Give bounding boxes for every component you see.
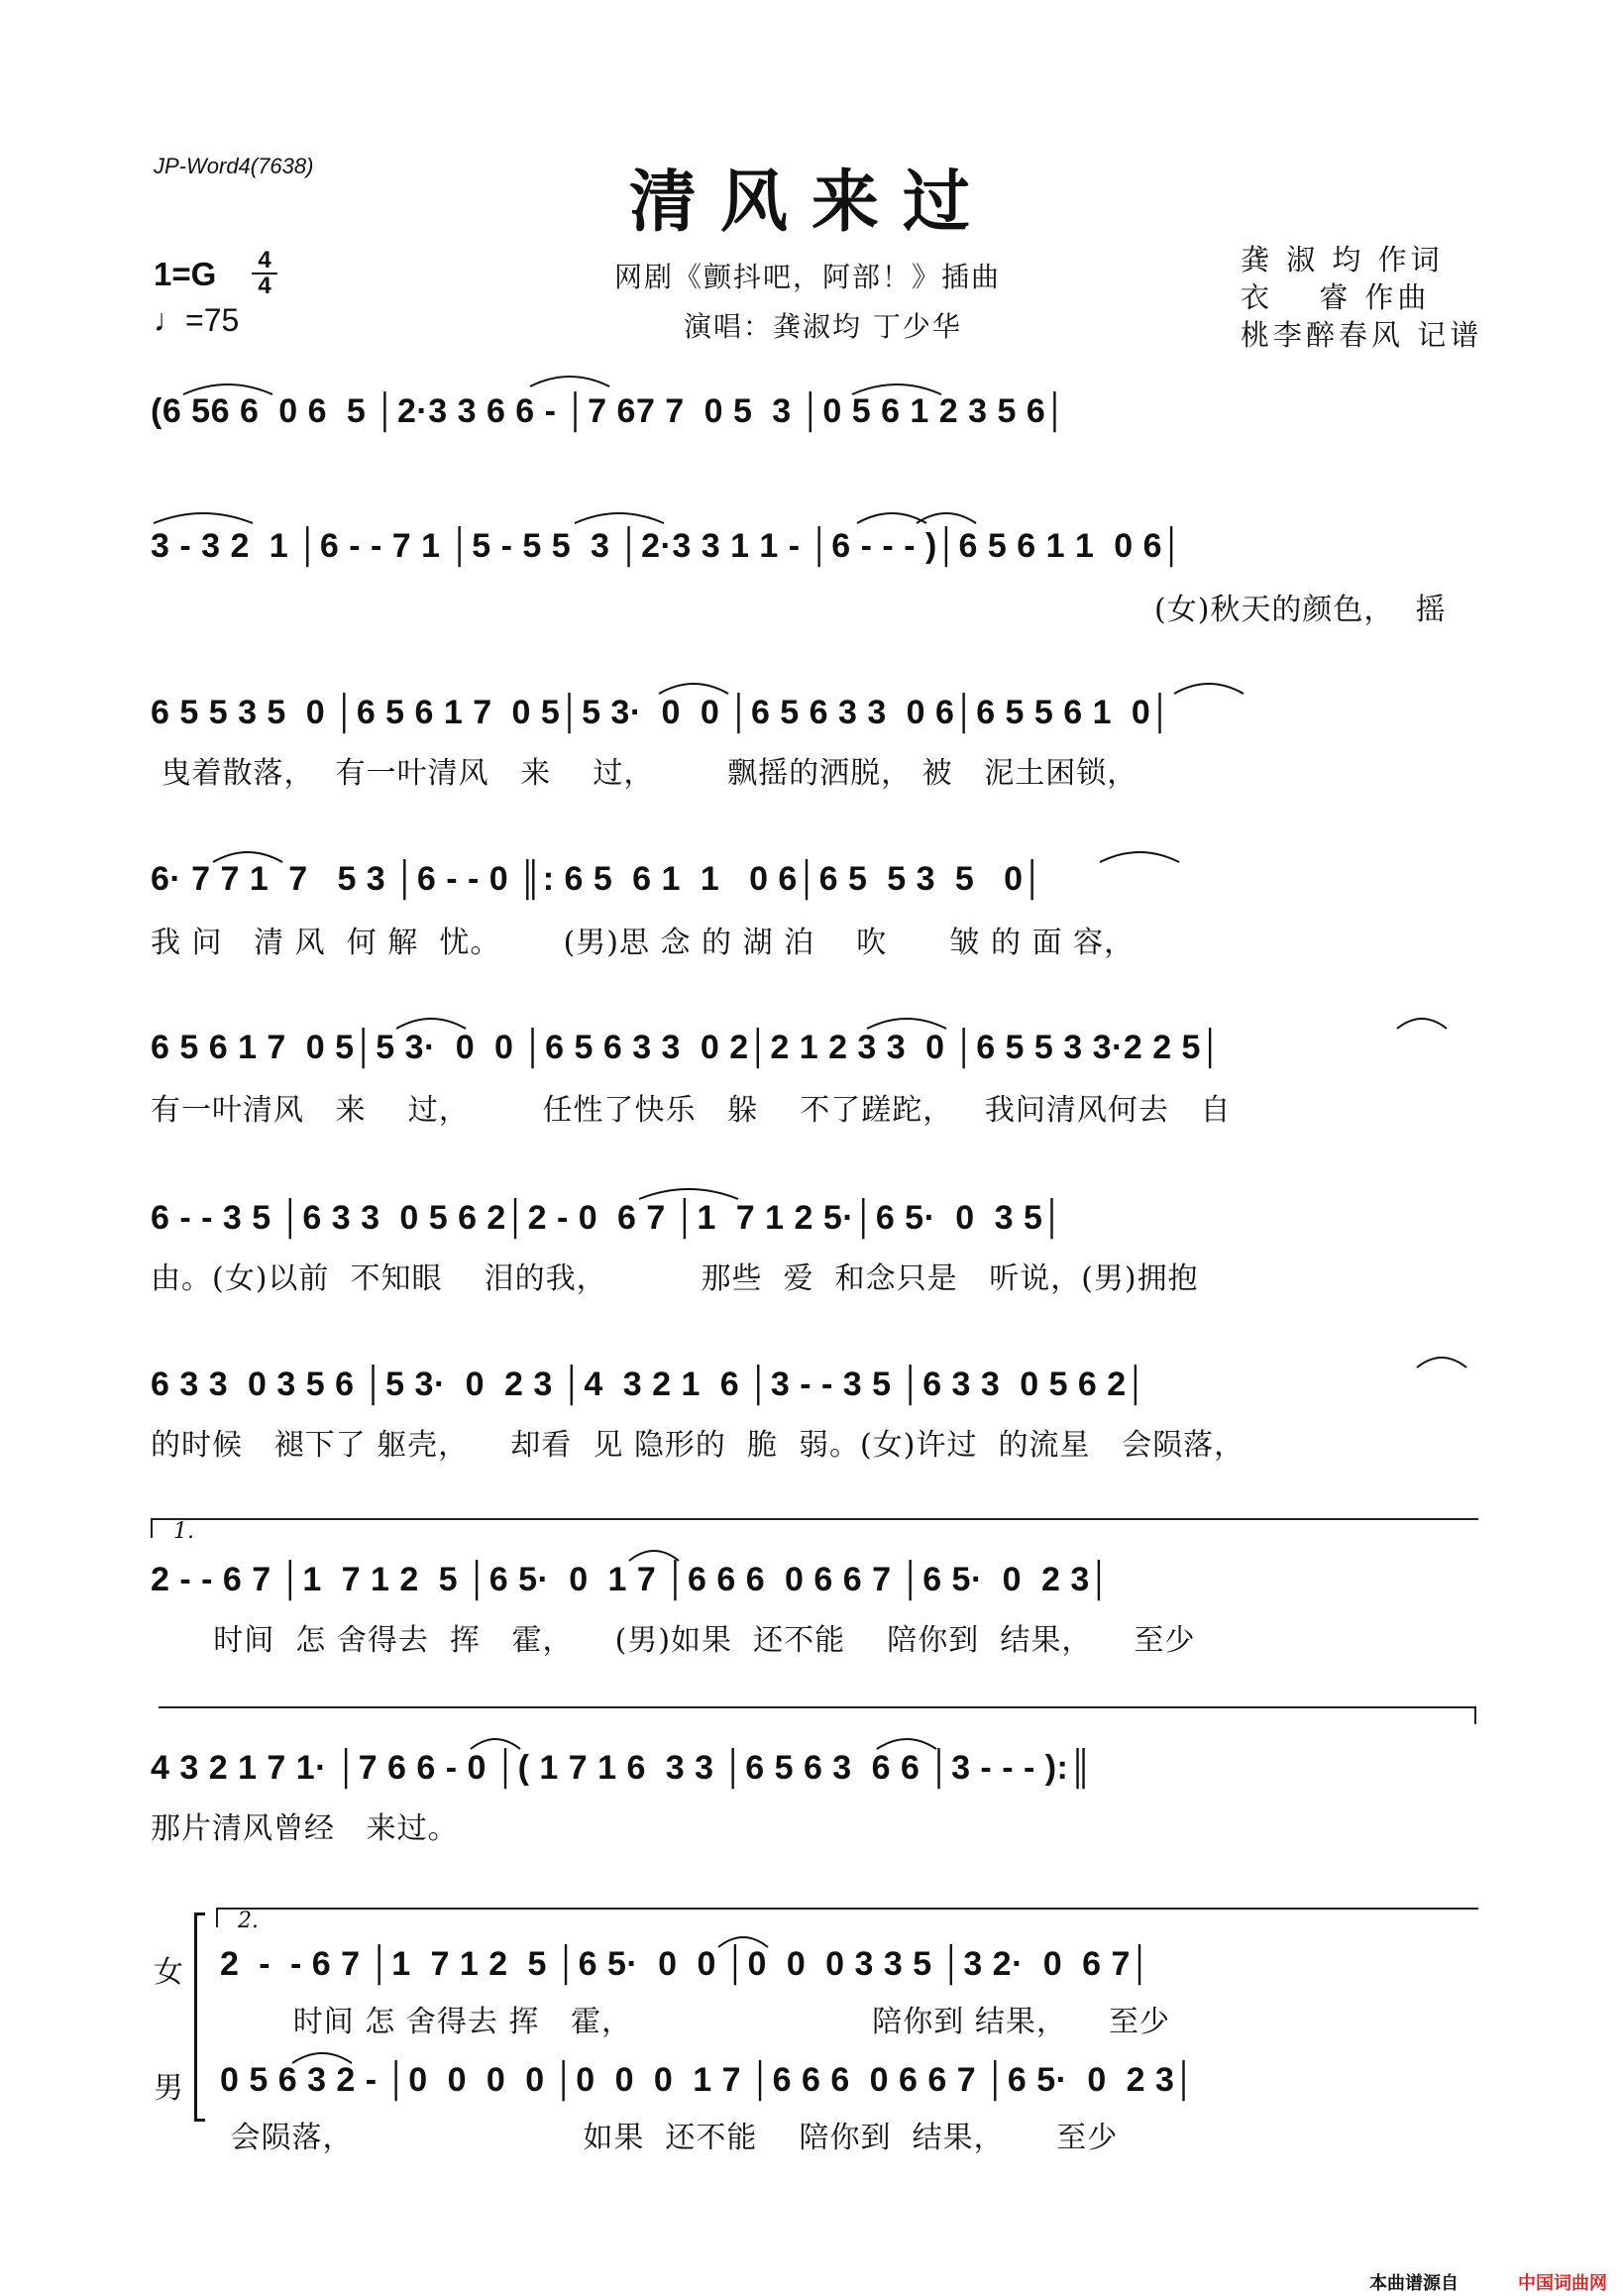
- transcriber-credit: 桃李醉春风 记谱: [1241, 318, 1483, 352]
- male-part-lyrics: 会陨落， 如果 还不能 陪你到 结果， 至少: [220, 2121, 1119, 2155]
- key-signature: 1=G: [154, 256, 217, 292]
- time-signature: [252, 247, 277, 299]
- slur: [178, 375, 277, 398]
- score-line-1-notes: (6 56 6 0 6 5 │2·3 3 6 6 - │7 67 7 0 5 3 │0 5 6 1 2 3 5 6│: [151, 392, 1068, 430]
- score-line-2-lyrics: (女)秋天的颜色， 摇: [1154, 593, 1447, 627]
- song-title: 清风来过: [628, 164, 994, 242]
- score-line-9-lyrics: 那片清风曾经 来过。: [151, 1811, 459, 1846]
- subtitle: 网剧《颤抖吧，阿部！》插曲: [614, 261, 1002, 293]
- slur: [654, 674, 733, 698]
- slur: [287, 2043, 357, 2067]
- volta-number-1: 1.: [173, 1519, 194, 1544]
- slur: [466, 1729, 525, 1753]
- time-signature-bottom: 4: [258, 273, 271, 299]
- female-part-lyrics: 时间 怎 舍得去 挥 霍， 陪你到 结果， 至少: [220, 2005, 1170, 2039]
- slur: [208, 842, 287, 866]
- slur: [634, 1179, 743, 1203]
- singers: 演唱：龚淑均 丁少华: [684, 310, 962, 343]
- slur: [1412, 1348, 1471, 1371]
- slur: [570, 503, 669, 527]
- slur: [862, 1009, 951, 1033]
- composer-credit: 衣 睿 作曲: [1241, 280, 1431, 314]
- slur: [1392, 1009, 1452, 1033]
- slur: [1169, 674, 1248, 698]
- lyricist-credit: 龚 淑 均 作词: [1241, 243, 1444, 276]
- score-line-2-notes: 3 - 3 2 1 │6 - - 7 1 │5 - 5 5 3 │2·3 3 1 1 - │6 - - - )│6 5 6 1 1 0 6│: [151, 527, 1184, 565]
- slur: [912, 503, 981, 527]
- female-part-notes: 2 - - 6 7 │1 7 1 2 5 │6 5· 0 0 │0 0 0 3 3 5 │3 2· 0 6 7│: [220, 1945, 1152, 1983]
- volta-bracket-line: [159, 1706, 1476, 1708]
- tempo-mark: ♩=75: [154, 302, 240, 338]
- score-line-6-lyrics: 由。(女)以前 不知眼 泪的我， 那些 爱 和念只是 听说，(男)拥抱: [151, 1261, 1199, 1296]
- slur: [713, 1927, 773, 1951]
- slur: [847, 375, 946, 398]
- footer-site-link[interactable]: 中国词曲网: [1518, 2273, 1607, 2294]
- volta-number-2: 2.: [238, 1909, 259, 1933]
- score-line-7-lyrics: 的时候 褪下了 躯壳， 却看 见 隐形的 脆 弱。(女)许过 的流星 会陨落，: [151, 1428, 1245, 1463]
- slur: [391, 1009, 471, 1033]
- male-part-label: 男: [154, 2071, 183, 2106]
- footer-source-label: 本曲谱源自: [1369, 2273, 1459, 2294]
- score-line-3-notes: 6 5 5 3 5 0 │6 5 6 1 7 0 5│5 3· 0 0 │6 5 6 3 3 0 6│6 5 5 6 1 0│: [151, 694, 1173, 731]
- slur: [872, 1729, 941, 1753]
- volta-bracket-1: [151, 1518, 1478, 1538]
- score-line-8-lyrics: 时间 怎 舍得去 挥 霍， (男)如果 还不能 陪你到 结果， 至少: [151, 1623, 1196, 1658]
- time-signature-top: 4: [258, 247, 271, 273]
- male-part-notes: 0 5 6 3 2 - │0 0 0 0 │0 0 0 1 7 │6 6 6 0 6 6 7 │6 5· 0 2 3│: [220, 2061, 1197, 2099]
- volta-bracket-end: [1474, 1706, 1476, 1724]
- score-line-5-notes: 6 5 6 1 7 0 5│5 3· 0 0 │6 5 6 3 3 0 2│2 1 2 3 3 0 │6 5 5 3 3·2 2 5│: [151, 1029, 1223, 1066]
- score-line-9-notes: 4 3 2 1 7 1· │7 6 6 - 0 │( 1 7 1 6 3 3 │6 5 6 3 6 6 │3 - - - ):║: [151, 1749, 1093, 1787]
- system-brace: [194, 1913, 205, 2122]
- slur: [1095, 842, 1184, 866]
- score-line-5-lyrics: 有一叶清风 来 过， 任性了快乐 躲 不了蹉跎， 我问清风何去 自: [151, 1093, 1232, 1128]
- slur: [149, 503, 258, 527]
- score-line-4-lyrics: 我 问 清 风 何 解 忧。 (男)思 念 的 湖 泊 吹 皱 的 面 容，: [151, 926, 1136, 960]
- female-part-label: 女: [154, 1955, 183, 1990]
- score-line-3-lyrics: 曳着散落， 有一叶清风 来 过， 飘摇的洒脱， 被 泥土困锁，: [151, 756, 1138, 791]
- volta-bracket-2: [216, 1908, 1478, 1927]
- slur: [525, 367, 614, 390]
- score-line-7-notes: 6 3 3 0 3 5 6 │5 3· 0 2 3 │4 3 2 1 6 │3 - - 3 5 │6 3 3 0 5 6 2│: [151, 1366, 1148, 1403]
- slur: [624, 1541, 684, 1565]
- score-line-4-notes: 6· 7 7 1 7 5 3 │6 - - 0 ║: 6 5 6 1 1 0 6│6 5 5 3 5 0│: [151, 860, 1045, 898]
- score-line-8-notes: 2 - - 6 7 │1 7 1 2 5 │6 5· 0 1 7 │6 6 6 0 6 6 7 │6 5· 0 2 3│: [151, 1561, 1112, 1598]
- score-line-6-notes: 6 - - 3 5 │6 3 3 0 5 6 2│2 - 0 6 7 │1 7 1 2 5·│6 5· 0 3 5│: [151, 1199, 1065, 1237]
- software-label: JP-Word4(7638): [154, 154, 314, 178]
